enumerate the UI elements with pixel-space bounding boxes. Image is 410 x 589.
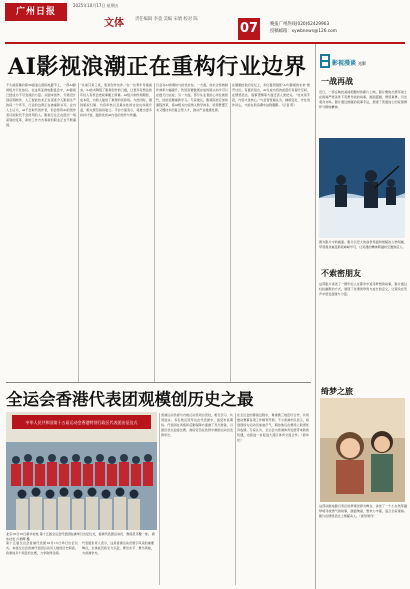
lead-article-column-1: 不久前落幕的第30届釜山国际电影节上，一部AI影视短片引发热议。在这场亚洲电影盛会中，AI影视已经成为不可忽视的力量。从剧本创作、分镜设计到后期制作，人工智能技术正在深度介入影视生产的每一个环节，行业的边界正在被重新书写。业内人士认为，AI不会取代创作者，但会使用AI的创作者可能取代不会使用的人。影视行业正在经历一场深刻的变革，新的工作方式和新的职业正在不断涌现。 bbox=[6, 83, 76, 127]
issue-date: 2025年10月17日 星期五 bbox=[73, 3, 119, 8]
second-article-column-2: 代表团负责人表示，这是香港运动员展示风采的重要舞台，全体成员将全力以赴，赛出水平、赛出风格，为香港争光。 bbox=[82, 541, 154, 555]
column-divider bbox=[78, 83, 79, 383]
article-title-2: 不索密朋友 bbox=[321, 268, 361, 278]
second-article-column-1: 第十五届全运会香港代表团10月15日举行出征仪式。本届全运会香港代表团运动员人数创历史新高，将参加多个项目的比赛，力争取得佳绩。 bbox=[6, 541, 78, 555]
right-article-1: 近日，一部反映抗美援朝题材的影片上映，影片聚焦志愿军战士在极端严寒条件下英勇作战的故事，画面震撼，情感真挚，引发观众共鸣。影片通过细腻的叙事手法，展现了普通战士的家国情怀与牺牲精神。 bbox=[319, 90, 407, 109]
lead-article-column-3: 行业对AI的期待与担忧并存。一方面，技术让特效制作效率大幅提升，传统需要数周完成的镜头如今可以在数天内完成；另一方面，部分从业者担心岗位被替代，技能需要重新学习。专家建议，影视院校应加快课程改革，将AI相关内容纳入教学体系，培养既懂艺术又懂技术的复合型人才，推动产业健康发展。 bbox=[156, 83, 228, 112]
section-title: 文体 bbox=[104, 18, 124, 29]
hotline: 晚报广州热线(020)62429963 bbox=[270, 22, 330, 27]
column-divider bbox=[235, 413, 236, 585]
column-header-sub: 光影 bbox=[358, 61, 367, 66]
article-divider bbox=[6, 382, 311, 383]
column-header bbox=[332, 58, 366, 67]
article-title-3: 绮梦之旅 bbox=[321, 386, 353, 396]
film-still-war bbox=[319, 138, 405, 238]
film-still-war-illustration bbox=[319, 138, 405, 238]
column-divider bbox=[154, 83, 155, 383]
contact-email: 投稿邮箱：xywbnews@126.com bbox=[270, 29, 337, 34]
second-headline: 全运会香港代表团观模创历史之最 bbox=[6, 390, 254, 409]
lead-headline: AI影视浪潮正在重构行业边界 bbox=[8, 54, 307, 80]
right-article-3: 这部动画电影以奇幻的梦境世界为舞台，讲述了一个小女孩穿越梦境寻找勇气的故事，画面绚丽，想象力丰富，适合全家观看。影片在情感表达上细腻动人。（视觉周刊） bbox=[319, 504, 407, 518]
column-header-label: 影视漫谈 bbox=[332, 60, 357, 67]
photo-caption: 北京10月15日新华社电 第十五届全运会代表团在港举行出征仪式，香港代表团运动员、教练员齐聚一堂。 新华社发 卢炳辉 摄 bbox=[6, 532, 156, 541]
column-divider bbox=[159, 413, 160, 585]
film-reel-icon bbox=[320, 54, 330, 68]
film-still-animation bbox=[320, 398, 405, 502]
second-article-column-4: 在全运会的筹备过程中，粤港澳三地密切合作，共同推动赛事各项工作顺利开展。不少香港市民表示，将到现场为运动员加油打气，期待他们在赛场上取得优异成绩。专家认为，全运会为香港体育发展带来新的机遇，也将进一步促进大湾区体育交流合作。（新华社） bbox=[237, 413, 309, 442]
ceremony-photo bbox=[6, 412, 157, 530]
article-title-1: 一战再战 bbox=[321, 76, 353, 86]
photo-caption-right: 图为影片中的画面。影片以宏大的战争场面和细腻的人物刻画，带领观众重温那段峥嵘岁月，让英雄的精神跨越时空激励后人。 bbox=[319, 240, 407, 249]
page-number: 07 bbox=[238, 18, 260, 40]
lead-article-column-2: “从前只是工具，更是创作伙伴。”在一位青年导演看来，AI技术降低了影视创作的门槛，让更多有想法的年轻人有机会把故事搬上屏幕。AI短片制作周期短、成本低，为新人提供了难得的试验场。与此同时，围绕版权归属、内容审核以及真实性的讨论也持续升温，相关规范亟待建立。平台方面表示，将推出更多扶持计划，鼓励优质AI内容的创作与传播。 bbox=[80, 83, 152, 117]
right-article-2: 这部影片讲述了一群年轻人在都市中追寻梦想的故事，影片通过轻松幽默的方式，展现了友情的珍贵与成长的意义，让观众在笑声中感受温暖与力量。 bbox=[319, 282, 407, 296]
film-still-animation-illustration bbox=[320, 398, 405, 502]
column-divider bbox=[230, 83, 231, 383]
lead-article-column-4: 在刚刚结束的论坛上，多位嘉宾围绕“AI与影视的未来”展开讨论。有嘉宾指出，AI生成内容的质量仍有提升空间，在情感表达、叙事逻辑等方面还需人类把关。“技术是手段，内容才是核心。”与会者普遍认为，拥抱变化、守住创作初心，才能在新浪潮中站稳脚跟。（记者 陈） bbox=[232, 83, 310, 107]
ceremony-banner-text: 中华人民共和国第十五届运动会香港特别行政区代表团出征仪式 bbox=[25, 420, 138, 425]
editor-credits: 责任编辑 李童 美编 宋婧 校对 陈 bbox=[135, 17, 198, 22]
ceremony-photo-illustration bbox=[6, 412, 157, 530]
second-article-column-3: 香港运动员将与内地运动员同台竞技，相互学习、共同进步。多名奥运冠军也在代表团中，备受市民期待。代表团在训练和后勤保障方面做了充分准备，以最佳状态迎接比赛。港府官员在致辞中勉励运动员发挥所长。 bbox=[161, 413, 233, 437]
newspaper-logo: 广州日报 bbox=[5, 3, 67, 21]
